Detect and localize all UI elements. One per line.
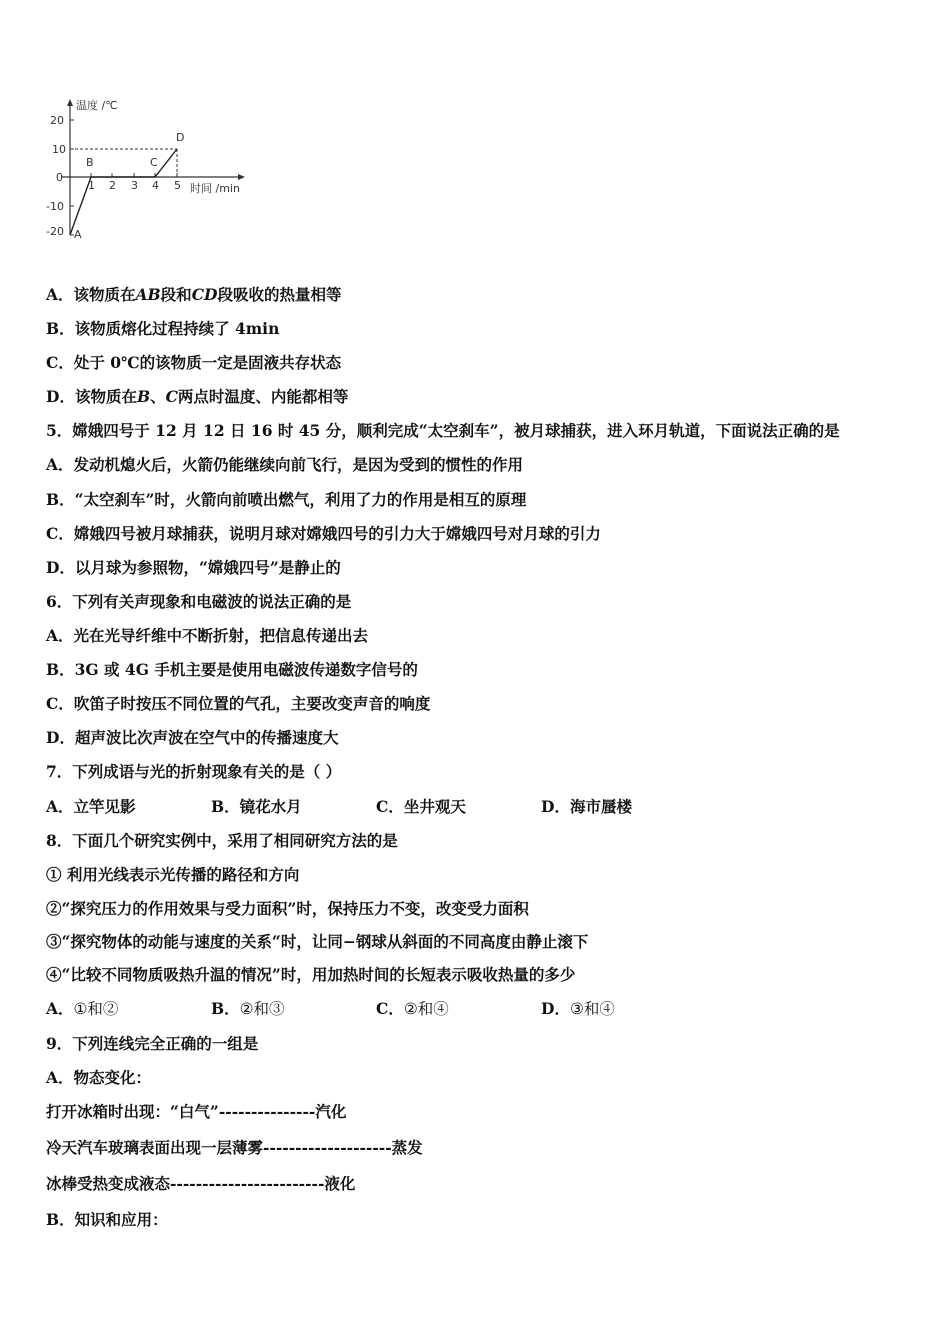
q9-option-b: B．知识和应用： bbox=[46, 1210, 168, 1229]
q4-d-sep: 、 bbox=[150, 387, 166, 406]
q4-d-prefix: D．该物质在 bbox=[46, 387, 137, 406]
q6-option-b: B．3G 或 4G 手机主要是使用电磁波传递数字信号的 bbox=[46, 660, 418, 679]
q4-d-point-b: B bbox=[136, 387, 151, 406]
q5-option-b: B．“太空刹车”时，火箭向前喷出燃气，利用了力的作用是相互的原理 bbox=[46, 490, 527, 509]
point-label-c: C bbox=[150, 156, 158, 169]
q8-a-label: A． bbox=[46, 999, 74, 1018]
point-label-b: B bbox=[86, 156, 94, 169]
temperature-time-graph bbox=[40, 95, 270, 245]
q8-item-4: ④“比较不同物质吸热升温的情况”时，用加热时间的长短表示吸收热量的多少 bbox=[46, 965, 576, 984]
q8-item-1: ① 利用光线表示光传播的路径和方向 bbox=[46, 865, 300, 884]
x-tick-label-2: 2 bbox=[109, 179, 116, 192]
q7-option-a: A．立竿见影 bbox=[46, 797, 136, 816]
q8-c-text: ②和④ bbox=[403, 1000, 449, 1018]
y-tick-label-10: 10 bbox=[52, 143, 66, 156]
q6-stem: 6．下列有关声现象和电磁波的说法正确的是 bbox=[46, 592, 352, 611]
q5-option-a: A．发动机熄火后，火箭仍能继续向前飞行，是因为受到的惯性的作用 bbox=[46, 455, 524, 474]
q4-a-segment-ab: AB bbox=[135, 285, 161, 304]
y-tick-label-20: 20 bbox=[50, 114, 64, 127]
q8-c-label: C． bbox=[376, 999, 404, 1018]
point-label-d: D bbox=[176, 131, 185, 144]
q4-a-prefix: A．该物质在 bbox=[46, 285, 136, 304]
q8-b-label: B． bbox=[211, 999, 240, 1018]
q8-option-c bbox=[376, 999, 449, 1019]
q8-item-2: ②“探究压力的作用效果与受力面积”时，保持压力不变，改变受力面积 bbox=[46, 899, 529, 918]
q8-d-text: ③和④ bbox=[569, 1000, 615, 1018]
y-tick-label-minus-10: -10 bbox=[46, 200, 64, 213]
q8-d-label: D． bbox=[541, 999, 570, 1018]
q9-option-a: A．物态变化： bbox=[46, 1068, 152, 1087]
q9-stem: 9．下列连线完全正确的一组是 bbox=[46, 1034, 259, 1053]
q7-stem: 7．下列成语与光的折射现象有关的是（ ） bbox=[46, 762, 342, 781]
q9-a-line-1: 打开冰箱时出现：“白气”---------------汽化 bbox=[46, 1102, 347, 1121]
q4-option-b: B．该物质熔化过程持续了 4min bbox=[46, 319, 280, 338]
q4-option-a bbox=[46, 285, 341, 305]
q7-option-b: B．镜花水月 bbox=[211, 797, 302, 816]
y-tick-label-0: 0 bbox=[56, 171, 63, 184]
q8-option-d bbox=[541, 999, 615, 1019]
q5-option-c: C．嫦娥四号被月球捕获，说明月球对嫦娥四号的引力大于嫦娥四号对月球的引力 bbox=[46, 524, 601, 543]
x-tick-label-1: 1 bbox=[88, 179, 95, 192]
q6-option-c: C．吹笛子时按压不同位置的气孔，主要改变声音的响度 bbox=[46, 694, 431, 713]
y-axis-label: 温度 /℃ bbox=[76, 99, 118, 112]
point-label-a: A bbox=[74, 228, 82, 241]
q8-item-3: ③“探究物体的动能与速度的关系“时，让同−钢球从斜面的不同高度由静止滚下 bbox=[46, 932, 589, 951]
q5-stem: 5．嫦娥四号于 12 月 12 日 16 时 45 分，顺利完成“太空刹车”，被月球捕获，进入环月轨道，下面说法正确的是 bbox=[46, 421, 840, 440]
q8-option-b bbox=[211, 999, 285, 1019]
q9-a-line-3: 冰棒受热变成液态------------------------液化 bbox=[46, 1174, 356, 1193]
q4-a-segment-cd: CD bbox=[191, 285, 218, 304]
q5-option-d: D．以月球为参照物，“嫦娥四号”是静止的 bbox=[46, 558, 341, 577]
q4-option-d bbox=[46, 387, 348, 407]
q4-d-point-c: C bbox=[165, 387, 178, 406]
q8-stem: 8．下面几个研究实例中，采用了相同研究方法的是 bbox=[46, 831, 398, 850]
q8-a-text: ①和② bbox=[73, 1000, 119, 1018]
x-tick-label-5: 5 bbox=[174, 179, 181, 192]
q8-option-a bbox=[46, 999, 118, 1019]
q7-option-c: C．坐井观天 bbox=[376, 797, 466, 816]
x-tick-label-3: 3 bbox=[131, 179, 138, 192]
x-tick-label-4: 4 bbox=[152, 179, 159, 192]
q6-option-a: A．光在光导纤维中不断折射，把信息传递出去 bbox=[46, 626, 369, 645]
q8-b-text: ②和③ bbox=[239, 1000, 285, 1018]
q6-option-d: D．超声波比次声波在空气中的传播速度大 bbox=[46, 728, 339, 747]
y-axis-arrow bbox=[67, 99, 73, 106]
q4-a-mid: 段和 bbox=[160, 285, 192, 304]
q9-a-line-2: 冷天汽车玻璃表面出现一层薄雾--------------------蒸发 bbox=[46, 1138, 423, 1157]
q4-option-c: C．处于 0℃的该物质一定是固液共存状态 bbox=[46, 353, 342, 372]
y-tick-label-minus-20: -20 bbox=[46, 225, 64, 238]
x-axis-arrow bbox=[238, 174, 245, 180]
q7-option-d: D．海市蜃楼 bbox=[541, 797, 632, 816]
q4-a-suffix: 段吸收的热量相等 bbox=[217, 285, 342, 304]
x-axis-label: 时间 /min bbox=[190, 182, 240, 195]
q4-d-suffix: 两点时温度、内能都相等 bbox=[177, 387, 349, 406]
